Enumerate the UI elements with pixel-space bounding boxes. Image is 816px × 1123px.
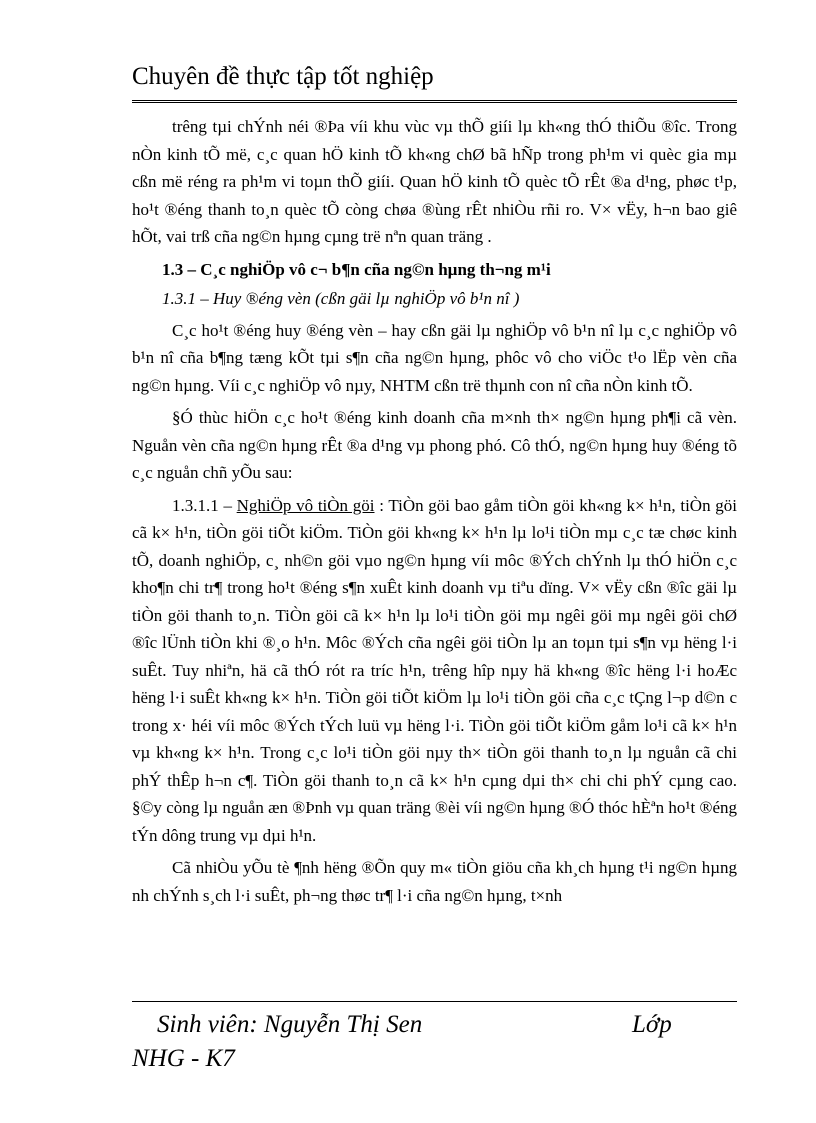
item-number: 1.3.1.1 – (172, 495, 237, 515)
class-label: Lớp (632, 1011, 672, 1038)
footer-divider (132, 1001, 737, 1002)
class-code: NHG - K7 (132, 1045, 235, 1072)
section-heading: 1.3 – C¸c nghiÖp vô c¬ b¶n cña ng©n hµng th¬ng m¹i (162, 259, 551, 279)
subsection-heading: 1.3.1 – Huy ®éng vèn (cßn gäi lµ nghiÖp vô b¹n nî ) (162, 289, 520, 308)
paragraph-1: trêng tµi chÝnh néi ®Þa víi khu vùc vµ thÕ giíi lµ kh«ng thÓ thiÕu ®îc. Trong nÒn kinh tÕ më, c¸c quan hÖ kinh tÕ kh«ng chØ bã hÑp trong ph¹m vi quèc gia mµ cßn më réng ra ph¹m vi toµn thÕ giíi. Quan hÖ kinh tÕ quèc tÕ rÊt ®a d¹ng, phøc t¹p, ho¹t ®éng thanh to¸n quèc tÕ còng chøa ®ùng rÊt nhiÒu rñi ro. V× vËy, h¬n bao giê hÕt, vai trß cña ng©n hµng cµng trë nªn quan träng . (132, 117, 737, 246)
paragraph-2: C¸c ho¹t ®éng huy ®éng vèn – hay cßn gäi lµ nghiÖp vô b¹n nî lµ c¸c nghiÖp vô b¹n nî cña b¶ng tæng kÕt tµi s¶n cña ng©n hµng, phôc vô cho viÖc t¹o lËp vèn cña ng©n hµng. Víi c¸c nghiÖp vô nµy, NHTM cßn trë thµnh con nî cña nÒn kinh tÕ. (132, 320, 737, 395)
paragraph-3: §Ó thùc hiÖn c¸c ho¹t ®éng kinh doanh cña m×nh th× ng©n hµng ph¶i cã vèn. Nguån vèn cña ng©n hµng rÊt ®a d¹ng vµ phong phó. Cô thÓ, ng©n hµng huy ®éng tõ c¸c nguån chñ yÕu sau: (132, 408, 737, 482)
page-header-title: Chuyên đề thực tập tốt nghiệp (132, 63, 434, 90)
student-name: Sinh viên: Nguyễn Thị Sen (157, 1011, 423, 1038)
paragraph-4 (132, 492, 737, 850)
paragraph-5: Cã nhiÒu yÕu tè ¶nh hëng ®Õn quy m« tiÒn giöu cña kh¸ch hµng t¹i ng©n hµng nh chÝnh s¸ch l·i suÊt, ph¬ng thøc tr¶ l·i cña ng©n hµng, t×nh (132, 858, 737, 905)
header-divider (132, 100, 737, 103)
item-title: NghiÖp vô tiÒn göi (236, 495, 375, 515)
document-body (132, 113, 737, 914)
paragraph-4-text: : TiÒn göi bao gåm tiÒn göi kh«ng k× h¹n, tiÒn göi cã k× h¹n, tiÒn göi tiÕt kiÖm. TiÒn göi kh«ng k× h¹n lµ lo¹i tiÒn mµ c¸c tæ chøc kinh tÕ, doanh nghiÖp, c¸ nh©n göi vµo ng©n hµng víi môc ®Ých chÝnh lµ thÓ hiÖn c¸c kho¶n chi tr¶ trong ho¹t ®éng s¶n xuÊt kinh doanh vµ tiªu dïng. V× vËy cßn ®îc gäi lµ tiÒn göi thanh to¸n. TiÒn göi cã k× h¹n lµ lo¹i tiÒn göi mµ ngêi göi mµ ngêi göi chØ ®îc lÜnh tiÒn khi ®¸o h¹n. Môc ®Ých cña ngêi göi tiÒn lµ an toµn tµi s¶n vµ hëng l·i suÊt. Tuy nhiªn, hä cã thÓ rót ra tríc h¹n, trêng hîp nµy hä kh«ng ®îc hëng l·i hoÆc hëng l·i suÊt kh«ng k× h¹n. TiÒn göi tiÕt kiÖm lµ lo¹i tiÒn göi cña c¸c tÇng l¬p d©n c trong x· héi víi môc ®Ých tÝch luü vµ hëng l·i. TiÒn göi tiÕt kiÖm gåm lo¹i cã k× h¹n vµ kh«ng k× h¹n. Trong c¸c lo¹i tiÒn göi nµy th× tiÒn göi thanh to¸n lµ nguån cã chi phÝ thÊp h¬n c¶. TiÒn göi thanh to¸n cã k× h¹n cµng dµi th× chi chi phÝ cµng cao. §©y còng lµ nguån æn ®Þnh vµ quan träng ®èi víi ng©n hµng ®Ó thóc hÈªn ho¹t ®éng tÝn dông trung vµ dµi h¹n. (132, 495, 737, 845)
